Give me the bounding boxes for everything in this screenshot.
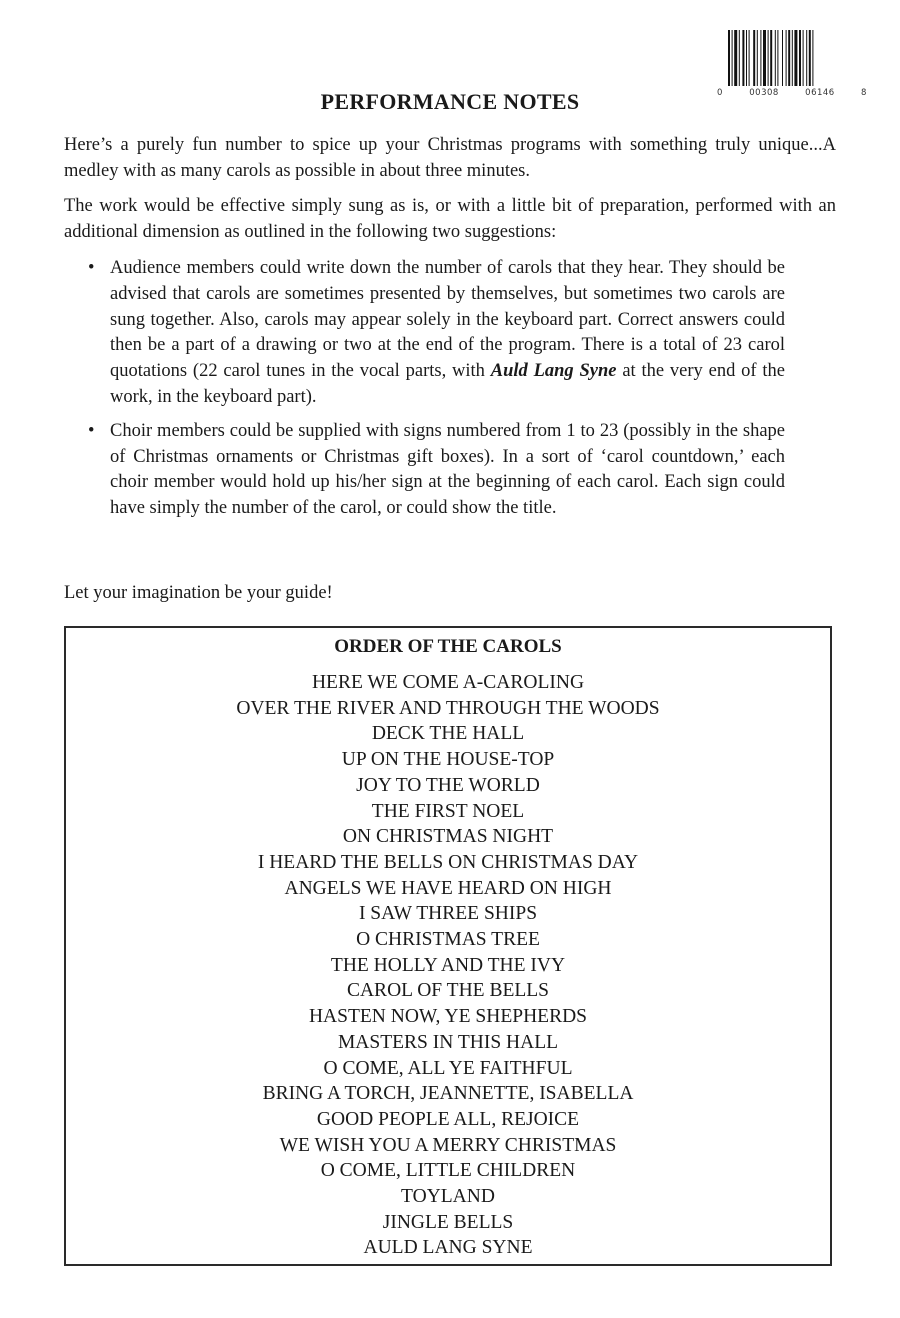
barcode-bar bbox=[775, 30, 776, 86]
closing-paragraph bbox=[64, 581, 836, 607]
bullet-icon: • bbox=[88, 258, 95, 278]
carol-item: O CHRISTMAS TREE bbox=[356, 929, 540, 951]
carol-item: WE WISH YOU A MERRY CHRISTMAS bbox=[279, 1134, 617, 1156]
barcode-bar bbox=[746, 30, 747, 86]
barcode-bar bbox=[742, 30, 744, 86]
suggestion-text: at the very end of the work, in the keyboard part). bbox=[110, 361, 786, 407]
carol-item: DECK THE HALL bbox=[371, 723, 525, 745]
carol-item: JOY TO THE WORLD bbox=[356, 774, 540, 796]
barcode-bar bbox=[786, 30, 787, 86]
intro-paragraph-2 bbox=[64, 194, 836, 246]
carol-item: GOOD PEOPLE ALL, REJOICE bbox=[316, 1108, 580, 1130]
barcode-bar bbox=[792, 30, 793, 86]
carol-item: THE FIRST NOEL bbox=[371, 800, 525, 822]
suggestion-text: Choir members could be supplied with signs numbered from 1 to 23 (possibly in the shape of Christmas ornaments or Christmas gift boxes). In a sort of ‘carol countdown,’ each choir member would hold up his/her sign at the beginning of each carol. Each sign could have simply the number of the carol, or could show the title. bbox=[110, 420, 785, 519]
barcode-bar bbox=[768, 30, 769, 86]
barcode-digit-group: 06146 bbox=[805, 88, 835, 98]
carol-item: CAROL OF THE BELLS bbox=[346, 980, 550, 1002]
carol-order-box bbox=[64, 626, 832, 1266]
carol-item: OVER THE RIVER AND THROUGH THE WOODS bbox=[236, 697, 660, 719]
barcode-bar bbox=[734, 30, 737, 86]
carol-order-heading: ORDER OF THE CAROLS bbox=[334, 636, 562, 657]
barcode-bar bbox=[757, 30, 758, 86]
barcode-bar bbox=[739, 30, 740, 86]
barcode-bar bbox=[749, 30, 750, 86]
barcode-bar bbox=[753, 30, 755, 86]
barcode-digit-group: 8 bbox=[861, 88, 867, 98]
carol-item: O COME, ALL YE FAITHFUL bbox=[323, 1057, 573, 1079]
barcode-bar bbox=[812, 30, 813, 86]
barcode-digit-group: 00308 bbox=[749, 88, 779, 98]
intro-text: Here’s a purely fun number to spice up your Christmas programs with something truly unique...A medley with as many carols as possible in about three minutes. bbox=[64, 135, 836, 181]
barcode-bars bbox=[728, 30, 858, 86]
barcode-bar bbox=[803, 30, 804, 86]
carol-item: I HEARD THE BELLS ON CHRISTMAS DAY bbox=[257, 851, 639, 873]
barcode bbox=[717, 30, 867, 96]
barcode-bar bbox=[788, 30, 790, 86]
carol-item: TOYLAND bbox=[401, 1186, 495, 1208]
carol-item: HERE WE COME A-CAROLING bbox=[311, 672, 585, 693]
barcode-bar bbox=[728, 30, 730, 86]
carol-item: JINGLE BELLS bbox=[382, 1211, 514, 1233]
barcode-bar bbox=[777, 30, 778, 86]
barcode-bar bbox=[809, 30, 811, 86]
barcode-bar bbox=[760, 30, 761, 86]
carol-list bbox=[66, 670, 830, 1261]
barcode-digit-group: 0 bbox=[717, 88, 723, 98]
barcode-bar bbox=[794, 30, 797, 86]
suggestion-item-choir bbox=[88, 419, 785, 522]
barcode-bar bbox=[806, 30, 807, 86]
suggestions-list bbox=[88, 256, 785, 522]
carol-item: UP ON THE HOUSE-TOP bbox=[341, 749, 555, 771]
carol-item: HASTEN NOW, YE SHEPHERDS bbox=[308, 1006, 588, 1028]
page-title: PERFORMANCE NOTES bbox=[320, 89, 580, 114]
closing-text: Let your imagination be your guide! bbox=[64, 583, 333, 603]
carol-item: AULD LANG SYNE bbox=[363, 1237, 533, 1259]
intro-text: The work would be effective simply sung as is, or with a little bit of preparation, performed with an additional dimension as outlined in the following two suggestions: bbox=[64, 196, 836, 242]
intro-paragraph-1 bbox=[64, 133, 836, 185]
carol-item: THE HOLLY AND THE IVY bbox=[330, 954, 566, 976]
barcode-bar bbox=[799, 30, 801, 86]
carol-item: BRING A TORCH, JEANNETTE, ISABELLA bbox=[262, 1083, 634, 1105]
suggestion-text: Audience members could write down the number of carols that they hear. They should be advised that carols are sometimes presented by themselves, but sometimes two carols are sung together. Also, carols may appear solely in the keyboard part. Correct answers could then be a part of a drawing or two at the end of the program. There is a total of 23 carol quotations (22 carol tunes in the vocal parts, with bbox=[110, 258, 785, 382]
barcode-bar bbox=[763, 30, 766, 86]
carol-item: O COME, LITTLE CHILDREN bbox=[320, 1160, 576, 1182]
carol-item: ANGELS WE HAVE HEARD ON HIGH bbox=[284, 877, 612, 899]
carol-item: ON CHRISTMAS NIGHT bbox=[342, 826, 554, 848]
barcode-bar bbox=[782, 30, 783, 86]
carol-item: MASTERS IN THIS HALL bbox=[337, 1031, 559, 1053]
barcode-bar bbox=[770, 30, 772, 86]
suggestion-item-audience bbox=[88, 256, 785, 411]
bullet-icon: • bbox=[88, 420, 95, 441]
carol-item: I SAW THREE SHIPS bbox=[358, 903, 538, 925]
suggestion-emphasis: Auld Lang Syne bbox=[490, 361, 617, 382]
barcode-bar bbox=[732, 30, 733, 86]
